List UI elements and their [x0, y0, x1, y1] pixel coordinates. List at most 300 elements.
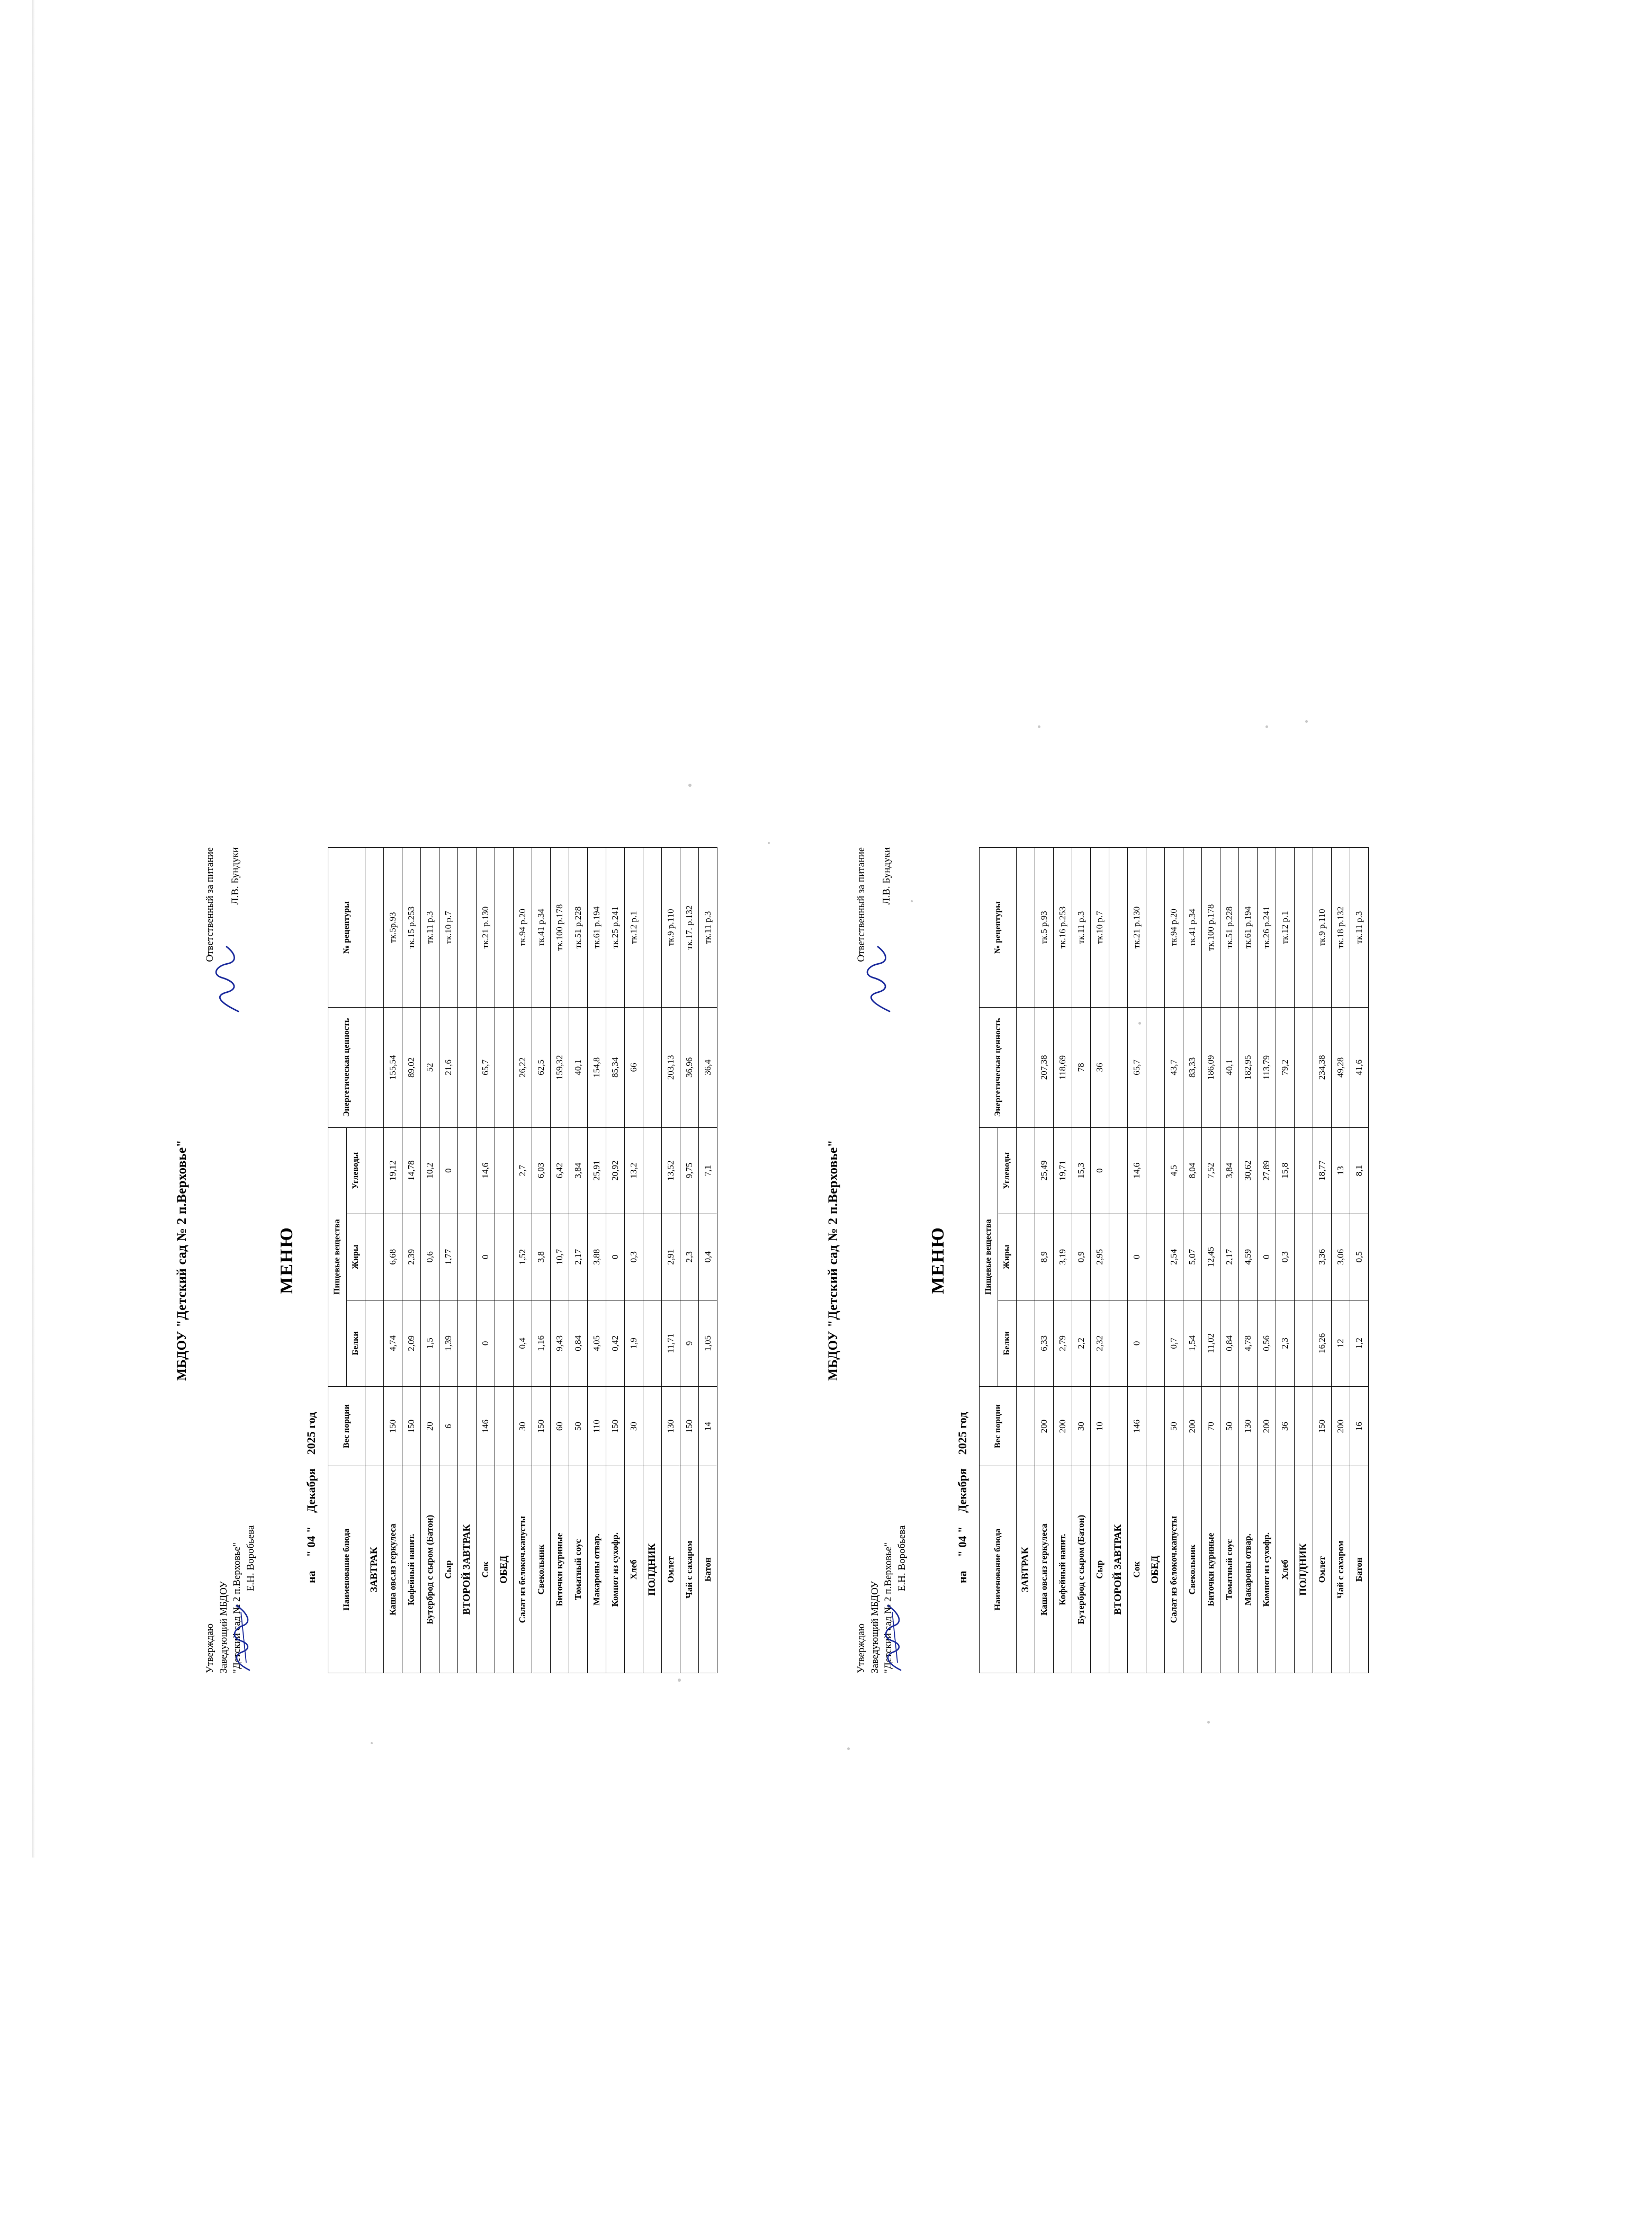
recipe-cell: тк.10 р.7 — [1090, 848, 1109, 1008]
table-row — [1072, 848, 1090, 1673]
table-row — [532, 848, 550, 1673]
fats-cell: 0,5 — [1350, 1214, 1368, 1300]
empty-cell — [1109, 1300, 1127, 1386]
menu-table-older — [979, 847, 1369, 1673]
empty-cell — [495, 1008, 513, 1127]
meal-section-row — [365, 848, 383, 1673]
approve-role-1: Заведующий МБДОУ — [218, 1581, 229, 1673]
approve-org-2: "Детский сад № 2 п.Верховье" — [883, 1542, 894, 1673]
energy-cell: 43,7 — [1164, 1008, 1183, 1127]
weight-cell: 50 — [1220, 1386, 1238, 1466]
empty-cell — [495, 1300, 513, 1386]
empty-cell — [1109, 1214, 1127, 1300]
recipe-cell: тк.18 р.132 — [1331, 848, 1350, 1008]
fats-cell: 3,8 — [532, 1214, 550, 1300]
empty-cell — [1294, 1214, 1313, 1300]
carbs-cell: 9,75 — [680, 1127, 698, 1214]
table-row — [1238, 848, 1257, 1673]
carbs-cell: 10,2 — [420, 1127, 439, 1214]
fats-cell: 5,07 — [1183, 1214, 1201, 1300]
th-recipe: № рецептуры — [328, 848, 365, 1008]
recipe-cell: тк.94 р.20 — [513, 848, 532, 1008]
meal-section-label: ПОЛДНИК — [1294, 1466, 1313, 1673]
weight-cell: 30 — [1072, 1386, 1090, 1466]
energy-cell: 83,33 — [1183, 1008, 1201, 1127]
date-prefix-1: на — [304, 1571, 318, 1583]
energy-cell: 36,96 — [680, 1008, 698, 1127]
recipe-cell: тк.100 р.178 — [1201, 848, 1220, 1008]
table-row — [439, 848, 457, 1673]
empty-cell — [457, 1127, 476, 1214]
dish-name-cell: Бутерброд с сыром (Батон) — [1072, 1466, 1090, 1673]
recipe-cell: тк.12 р.1 — [1276, 848, 1294, 1008]
menu-body-older — [1016, 848, 1368, 1673]
weight-cell: 10 — [1090, 1386, 1109, 1466]
table-row — [550, 848, 569, 1673]
approve-role-2: Заведующий МБДОУ — [869, 1581, 881, 1673]
recipe-cell: тк.41 р.34 — [1183, 848, 1201, 1008]
dish-name-cell: Чай с сахаром — [1331, 1466, 1350, 1673]
weight-cell: 150 — [606, 1386, 624, 1466]
carbs-cell: 8,04 — [1183, 1127, 1201, 1214]
menu-table-younger — [328, 847, 717, 1673]
dish-name-cell: Макароны отвар. — [1238, 1466, 1257, 1673]
fats-cell: 2,95 — [1090, 1214, 1109, 1300]
meal-section-row — [1016, 848, 1035, 1673]
weight-cell: 200 — [1331, 1386, 1350, 1466]
proteins-cell: 1,16 — [532, 1300, 550, 1386]
carbs-cell: 6,03 — [532, 1127, 550, 1214]
responsible-person-2: Л.В. Бундуки — [881, 847, 892, 905]
carbs-cell: 0 — [1090, 1127, 1109, 1214]
dish-name-cell: Макароны отвар. — [587, 1466, 606, 1673]
recipe-cell: тк.51 р.228 — [569, 848, 587, 1008]
empty-cell — [1109, 1127, 1127, 1214]
empty-cell — [1146, 1214, 1164, 1300]
empty-cell — [1294, 1008, 1313, 1127]
recipe-cell: тк.41 р.34 — [532, 848, 550, 1008]
th-fats: Жиры — [998, 1214, 1016, 1300]
dish-name-cell: Кофейный напит. — [402, 1466, 420, 1673]
table-header-row — [328, 848, 346, 1673]
th-proteins: Белки — [346, 1300, 365, 1386]
table-row — [1276, 848, 1294, 1673]
fats-cell: 0,9 — [1072, 1214, 1090, 1300]
proteins-cell: 0,84 — [1220, 1300, 1238, 1386]
dish-name-cell: Кофейный напит. — [1053, 1466, 1072, 1673]
fats-cell: 3,36 — [1313, 1214, 1331, 1300]
energy-cell: 203,13 — [661, 1008, 680, 1127]
weight-cell: 150 — [383, 1386, 402, 1466]
weight-cell: 14 — [698, 1386, 717, 1466]
proteins-cell: 4,74 — [383, 1300, 402, 1386]
weight-cell: 110 — [587, 1386, 606, 1466]
energy-cell: 186,09 — [1201, 1008, 1220, 1127]
table-row — [383, 848, 402, 1673]
carbs-cell: 7,1 — [698, 1127, 717, 1214]
fats-cell: 2,17 — [569, 1214, 587, 1300]
empty-cell — [1294, 1127, 1313, 1214]
recipe-cell: тк.26 р.241 — [1257, 848, 1276, 1008]
meal-section-row — [495, 848, 513, 1673]
table-row — [1035, 848, 1053, 1673]
energy-cell: 49,28 — [1331, 1008, 1350, 1127]
dish-name-cell: Томатный соус — [1220, 1466, 1238, 1673]
menu-body-younger — [365, 848, 717, 1673]
empty-cell — [365, 1008, 383, 1127]
proteins-cell: 11,02 — [1201, 1300, 1220, 1386]
fats-cell: 3,06 — [1331, 1214, 1350, 1300]
empty-cell — [457, 1386, 476, 1466]
energy-cell: 36 — [1090, 1008, 1109, 1127]
proteins-cell: 1,54 — [1183, 1300, 1201, 1386]
carbs-cell: 14,78 — [402, 1127, 420, 1214]
energy-cell: 66 — [624, 1008, 643, 1127]
proteins-cell: 0,42 — [606, 1300, 624, 1386]
signature-responsible-icon-1 — [213, 943, 245, 1017]
dish-name-cell: Чай с сахаром — [680, 1466, 698, 1673]
carbs-cell: 27,89 — [1257, 1127, 1276, 1214]
menu-heading-1: МЕНЮ — [276, 1226, 297, 1294]
weight-cell: 150 — [1313, 1386, 1331, 1466]
proteins-cell: 11,71 — [661, 1300, 680, 1386]
weight-cell: 146 — [1127, 1386, 1146, 1466]
proteins-cell: 0 — [476, 1300, 495, 1386]
dish-name-cell: Батон — [698, 1466, 717, 1673]
fats-cell: 0 — [1257, 1214, 1276, 1300]
date-month-1: Декабря — [304, 1468, 318, 1513]
fats-cell: 4,59 — [1238, 1214, 1257, 1300]
dish-name-cell: Хлеб — [624, 1466, 643, 1673]
recipe-cell: тк.94 р.20 — [1164, 848, 1183, 1008]
institution-title-1: МБДОУ "Детский сад № 2 п.Верховье" — [175, 1140, 189, 1381]
recipe-cell: тк.61 р.194 — [587, 848, 606, 1008]
carbs-cell: 8,1 — [1350, 1127, 1368, 1214]
proteins-cell: 0,4 — [513, 1300, 532, 1386]
empty-cell — [457, 1214, 476, 1300]
approve-label-1: Утверждаю — [204, 1623, 216, 1673]
table-row — [698, 848, 717, 1673]
empty-cell — [1016, 1127, 1035, 1214]
approval-block-1 — [203, 1526, 259, 1673]
menu-document-younger — [175, 847, 717, 1673]
table-row — [402, 848, 420, 1673]
dish-name-cell: Салат из белокоч.капусты — [1164, 1466, 1183, 1673]
weight-cell: 130 — [661, 1386, 680, 1466]
energy-cell: 154,8 — [587, 1008, 606, 1127]
dish-name-cell: Биточки куриные — [1201, 1466, 1220, 1673]
weight-cell: 6 — [439, 1386, 457, 1466]
fats-cell: 0 — [476, 1214, 495, 1300]
table-row — [1164, 848, 1183, 1673]
table-row — [680, 848, 698, 1673]
recipe-cell: тк.9 р.110 — [1313, 848, 1331, 1008]
energy-cell: 118,69 — [1053, 1008, 1072, 1127]
empty-cell — [1109, 848, 1127, 1008]
dish-name-cell: Сыр — [1090, 1466, 1109, 1673]
energy-cell: 234,38 — [1313, 1008, 1331, 1127]
recipe-cell: тк.11 р.3 — [1350, 848, 1368, 1008]
dish-name-cell: Сок — [476, 1466, 495, 1673]
carbs-cell: 25,49 — [1035, 1127, 1053, 1214]
carbs-cell: 15,3 — [1072, 1127, 1090, 1214]
recipe-cell: тк.21 р.130 — [1127, 848, 1146, 1008]
table-row — [476, 848, 495, 1673]
carbs-cell: 19,71 — [1053, 1127, 1072, 1214]
dish-name-cell: Каша овс.из геркулеса — [383, 1466, 402, 1673]
proteins-cell: 1,39 — [439, 1300, 457, 1386]
empty-cell — [365, 1300, 383, 1386]
weight-cell: 130 — [1238, 1386, 1257, 1466]
dish-name-cell: Батон — [1350, 1466, 1368, 1673]
fats-cell: 2,91 — [661, 1214, 680, 1300]
table-row — [1201, 848, 1220, 1673]
fats-cell: 2,3 — [680, 1214, 698, 1300]
date-line-1 — [304, 847, 318, 1673]
empty-cell — [1294, 1386, 1313, 1466]
responsible-block-1 — [203, 847, 253, 986]
dish-name-cell: Томатный соус — [569, 1466, 587, 1673]
weight-cell: 150 — [402, 1386, 420, 1466]
proteins-cell: 16,26 — [1313, 1300, 1331, 1386]
energy-cell: 78 — [1072, 1008, 1090, 1127]
weight-cell: 20 — [420, 1386, 439, 1466]
weight-cell: 50 — [569, 1386, 587, 1466]
carbs-cell: 13,52 — [661, 1127, 680, 1214]
dish-name-cell: Свекольник — [532, 1466, 550, 1673]
table-row — [1313, 848, 1331, 1673]
proteins-cell: 1,2 — [1350, 1300, 1368, 1386]
empty-cell — [365, 1214, 383, 1300]
weight-cell: 146 — [476, 1386, 495, 1466]
table-row — [569, 848, 587, 1673]
weight-cell: 60 — [550, 1386, 569, 1466]
weight-cell: 200 — [1183, 1386, 1201, 1466]
menu-block-older — [826, 847, 1652, 2216]
page-edge-shadow — [32, 0, 35, 1858]
proteins-cell: 0,84 — [569, 1300, 587, 1386]
carbs-cell: 0 — [439, 1127, 457, 1214]
table-row — [1331, 848, 1350, 1673]
date-prefix-2: на — [955, 1571, 969, 1583]
proteins-cell: 1,9 — [624, 1300, 643, 1386]
empty-cell — [643, 1127, 661, 1214]
carbs-cell: 14,6 — [476, 1127, 495, 1214]
proteins-cell: 2,79 — [1053, 1300, 1072, 1386]
fats-cell: 2,54 — [1164, 1214, 1183, 1300]
weight-cell: 200 — [1053, 1386, 1072, 1466]
institution-title-2: МБДОУ "Детский сад № 2 п.Верховье" — [826, 1140, 840, 1381]
recipe-cell: тк.16 р.253 — [1053, 848, 1072, 1008]
table-row — [624, 848, 643, 1673]
empty-cell — [457, 848, 476, 1008]
proteins-cell: 4,05 — [587, 1300, 606, 1386]
recipe-cell: тк.9 р.110 — [661, 848, 680, 1008]
proteins-cell: 9 — [680, 1300, 698, 1386]
recipe-cell: тк.12 р.1 — [624, 848, 643, 1008]
weight-cell: 70 — [1201, 1386, 1220, 1466]
th-carbs: Углеводы — [346, 1127, 365, 1214]
energy-cell: 79,2 — [1276, 1008, 1294, 1127]
dish-name-cell: Сыр — [439, 1466, 457, 1673]
energy-cell: 36,4 — [698, 1008, 717, 1127]
empty-cell — [1146, 1386, 1164, 1466]
table-row — [1127, 848, 1146, 1673]
empty-cell — [1146, 1300, 1164, 1386]
energy-cell: 41,6 — [1350, 1008, 1368, 1127]
th-nutrients: Пищевые вещества — [979, 1127, 998, 1386]
table-row — [1350, 848, 1368, 1673]
th-weight: Вес порции — [328, 1386, 365, 1466]
recipe-cell: тк.5р.93 — [383, 848, 402, 1008]
dish-name-cell: Каша овс.из геркулеса — [1035, 1466, 1053, 1673]
weight-cell: 30 — [624, 1386, 643, 1466]
energy-cell: 85,34 — [606, 1008, 624, 1127]
weight-cell: 30 — [513, 1386, 532, 1466]
empty-cell — [365, 848, 383, 1008]
meal-section-row — [1109, 848, 1127, 1673]
carbs-cell: 4,5 — [1164, 1127, 1183, 1214]
carbs-cell: 19,12 — [383, 1127, 402, 1214]
table-row — [1090, 848, 1109, 1673]
th-energy: Энергетическая ценность — [979, 1008, 1016, 1127]
th-fats: Жиры — [346, 1214, 365, 1300]
carbs-cell: 13 — [1331, 1127, 1350, 1214]
fats-cell: 6,68 — [383, 1214, 402, 1300]
proteins-cell: 9,43 — [550, 1300, 569, 1386]
date-month-2: Декабря — [955, 1468, 969, 1513]
empty-cell — [1016, 1300, 1035, 1386]
approve-person-1: Е.Н. Воробьева — [245, 1525, 256, 1592]
empty-cell — [643, 1214, 661, 1300]
dish-name-cell: Бутерброд с сыром (Батон) — [420, 1466, 439, 1673]
meal-section-row — [457, 848, 476, 1673]
meal-section-label: ВТОРОЙ ЗАВТРАК — [1109, 1466, 1127, 1673]
approve-person-2: Е.Н. Воробьева — [896, 1525, 908, 1592]
weight-cell: 150 — [680, 1386, 698, 1466]
empty-cell — [1146, 1008, 1164, 1127]
empty-cell — [495, 1214, 513, 1300]
fats-cell: 10,7 — [550, 1214, 569, 1300]
proteins-cell: 2,2 — [1072, 1300, 1090, 1386]
empty-cell — [495, 1127, 513, 1214]
empty-cell — [1016, 1214, 1035, 1300]
carbs-cell: 25,91 — [587, 1127, 606, 1214]
empty-cell — [495, 848, 513, 1008]
meal-section-row — [1294, 848, 1313, 1673]
fats-cell: 3,19 — [1053, 1214, 1072, 1300]
table-header-row — [979, 848, 998, 1673]
recipe-cell: тк.11 р.3 — [698, 848, 717, 1008]
energy-cell: 89,02 — [402, 1008, 420, 1127]
empty-cell — [1016, 848, 1035, 1008]
dish-name-cell: Сок — [1127, 1466, 1146, 1673]
energy-cell: 182,95 — [1238, 1008, 1257, 1127]
meal-section-label: ЗАВТРАК — [1016, 1466, 1035, 1673]
fats-cell: 0 — [606, 1214, 624, 1300]
weight-cell: 16 — [1350, 1386, 1368, 1466]
proteins-cell: 4,78 — [1238, 1300, 1257, 1386]
approve-org-1: "Детский сад № 2 п.Верховье" — [231, 1542, 243, 1673]
fats-cell: 0,6 — [420, 1214, 439, 1300]
carbs-cell: 18,77 — [1313, 1127, 1331, 1214]
recipe-cell: тк.11 р.3 — [420, 848, 439, 1008]
recipe-cell: тк.17. р.132 — [680, 848, 698, 1008]
weight-cell: 36 — [1276, 1386, 1294, 1466]
table-row — [1183, 848, 1201, 1673]
energy-cell: 207,38 — [1035, 1008, 1053, 1127]
responsible-label-2: Ответственный за питание — [856, 847, 867, 962]
recipe-cell: тк.51 р.228 — [1220, 848, 1238, 1008]
fats-cell: 1,52 — [513, 1214, 532, 1300]
date-year-2: 2025 год — [955, 1412, 969, 1455]
menu-document-older — [826, 847, 1369, 1673]
energy-cell: 155,54 — [383, 1008, 402, 1127]
fats-cell: 0,3 — [1276, 1214, 1294, 1300]
date-line-2 — [956, 847, 969, 1673]
energy-cell: 62,5 — [532, 1008, 550, 1127]
fats-cell: 8,9 — [1035, 1214, 1053, 1300]
responsible-label-1: Ответственный за питание — [204, 847, 216, 962]
dish-name-cell: Свекольник — [1183, 1466, 1201, 1673]
empty-cell — [495, 1386, 513, 1466]
energy-cell: 26,22 — [513, 1008, 532, 1127]
empty-cell — [1294, 848, 1313, 1008]
signature-responsible-icon-2 — [864, 943, 896, 1017]
energy-cell: 52 — [420, 1008, 439, 1127]
date-day-1: " 04 " — [304, 1526, 318, 1557]
carbs-cell: 14,6 — [1127, 1127, 1146, 1214]
proteins-cell: 2,09 — [402, 1300, 420, 1386]
proteins-cell: 1,05 — [698, 1300, 717, 1386]
empty-cell — [365, 1127, 383, 1214]
fats-cell: 0,3 — [624, 1214, 643, 1300]
dish-name-cell: Салат из белокоч.капусты — [513, 1466, 532, 1673]
approval-block-2 — [855, 1526, 910, 1673]
th-carbs: Углеводы — [998, 1127, 1016, 1214]
table-row — [587, 848, 606, 1673]
dish-name-cell: Компот из сухофр. — [606, 1466, 624, 1673]
dish-name-cell: Омлет — [1313, 1466, 1331, 1673]
empty-cell — [1016, 1008, 1035, 1127]
fats-cell: 1,77 — [439, 1214, 457, 1300]
empty-cell — [1016, 1386, 1035, 1466]
meal-section-label: ПОЛДНИК — [643, 1466, 661, 1673]
table-row — [606, 848, 624, 1673]
carbs-cell: 30,62 — [1238, 1127, 1257, 1214]
dish-name-cell: Омлет — [661, 1466, 680, 1673]
empty-cell — [365, 1386, 383, 1466]
dish-name-cell: Хлеб — [1276, 1466, 1294, 1673]
th-name: Наименование блюда — [328, 1466, 365, 1673]
energy-cell: 65,7 — [1127, 1008, 1146, 1127]
carbs-cell: 13,2 — [624, 1127, 643, 1214]
recipe-cell: тк.21 р.130 — [476, 848, 495, 1008]
fats-cell: 2,17 — [1220, 1214, 1238, 1300]
th-weight: Вес порции — [979, 1386, 1016, 1466]
meal-section-label: ОБЕД — [495, 1466, 513, 1673]
carbs-cell: 20,92 — [606, 1127, 624, 1214]
proteins-cell: 2,32 — [1090, 1300, 1109, 1386]
carbs-cell: 6,42 — [550, 1127, 569, 1214]
carbs-cell: 7,52 — [1201, 1127, 1220, 1214]
fats-cell: 0,4 — [698, 1214, 717, 1300]
proteins-cell: 0,56 — [1257, 1300, 1276, 1386]
th-proteins: Белки — [998, 1300, 1016, 1386]
table-row — [661, 848, 680, 1673]
meal-section-label: ЗАВТРАК — [365, 1466, 383, 1673]
empty-cell — [1109, 1008, 1127, 1127]
